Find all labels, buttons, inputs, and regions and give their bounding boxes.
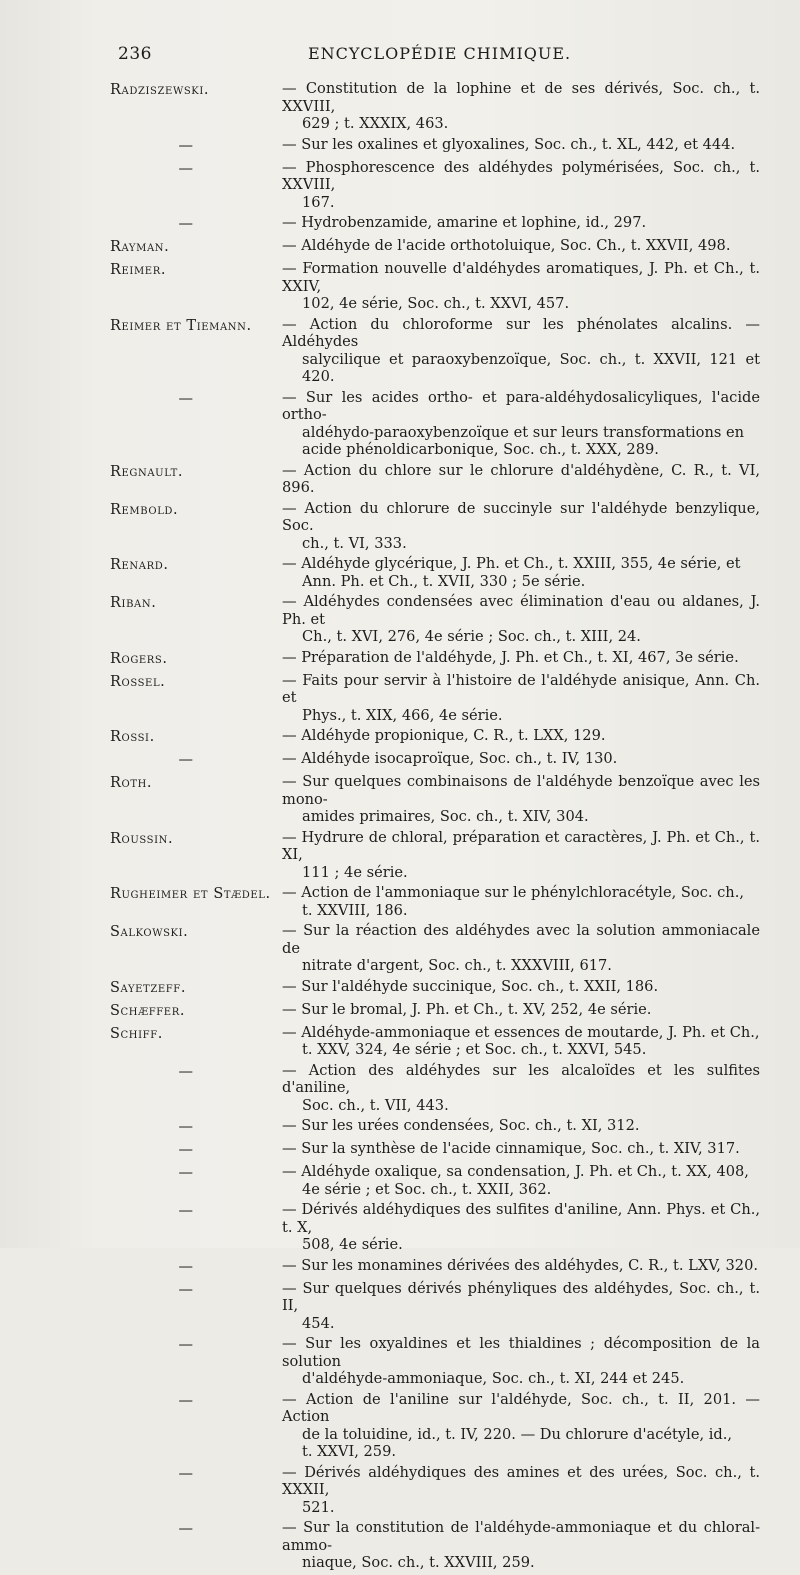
reference-line: — Sur quelques dérivés phényliques des aldéhydes, Soc. ch., t. II, (282, 1279, 760, 1314)
ditto-mark: — (178, 1203, 194, 1219)
bibliography-entry (110, 978, 760, 998)
reference-line: Phys., t. XIX, 466, 4e série. (302, 706, 503, 724)
reference-line: 629 ; t. XXXIX, 463. (302, 115, 449, 132)
reference-line: ch., t. VI, 333. (302, 534, 407, 552)
bibliography-entry (110, 316, 760, 386)
ditto-mark: — (178, 752, 194, 768)
bibliography-entry (110, 1335, 760, 1388)
bibliography-entry (110, 829, 760, 882)
bibliography-entry (110, 389, 760, 459)
bibliography-entry (110, 1391, 760, 1461)
reference-line: Ann. Ph. et Ch., t. XVII, 330 ; 5e série. (302, 572, 586, 590)
bibliography-entry (110, 649, 760, 669)
reference-line: t. XXVI, 259. (302, 1443, 396, 1460)
reference-text (282, 500, 760, 553)
ditto-mark: — (178, 160, 194, 177)
ditto-mark: — (178, 216, 194, 232)
author-name: Radziszewski. (110, 82, 210, 98)
reference-text (282, 159, 760, 212)
bibliography-entry (110, 462, 760, 497)
ditto-mark: — (178, 1465, 194, 1482)
reference-text (282, 750, 760, 768)
reference-line: — Sur la synthèse de l'acide cinnamique, Soc. ch., t. XIV, 317. (282, 1140, 740, 1157)
reference-text (282, 1257, 760, 1275)
reference-text (282, 136, 760, 154)
bibliography-entry (110, 672, 760, 725)
author-name: Rossel. (110, 673, 166, 690)
reference-line: niaque, Soc. ch., t. XXVIII, 259. (302, 1554, 535, 1571)
reference-line: — Constitution de la lophine et de ses dérivés, Soc. ch., t. XXVIII, (282, 80, 760, 115)
bibliography-entry (110, 773, 760, 826)
reference-line: — Sur les oxyaldines et les thialdines ; décomposition de la solution (282, 1335, 760, 1370)
ditto-mark: — (178, 1521, 194, 1537)
bibliography-entry (110, 750, 760, 770)
reference-text (282, 1335, 760, 1388)
reference-text (282, 672, 760, 725)
reference-line: — Sur les acides ortho- et para-aldéhydosalicyliques, l'acide ortho- (282, 388, 760, 423)
reference-line: 111 ; 4e série. (302, 863, 408, 881)
bibliography-entry (110, 237, 760, 257)
reference-text (282, 316, 760, 386)
reference-line: — Dérivés aldéhydiques des sulfites d'aniline, Ann. Phys. et Ch., t. X, (282, 1201, 760, 1236)
reference-line: — Faits pour servir à l'histoire de l'aldéhyde anisique, Ann. Ch. et (282, 671, 760, 706)
reference-text (282, 593, 760, 646)
reference-text (282, 462, 760, 497)
reference-line: — Dérivés aldéhydiques des amines et des urées, Soc. ch., t. XXXII, (282, 1463, 760, 1498)
reference-text (282, 922, 760, 975)
reference-text (282, 1464, 760, 1517)
reference-line: t. XXVIII, 186. (302, 901, 408, 919)
reference-line: salycilique et paraoxybenzoïque, Soc. ch., t. XXVII, 121 et 420. (302, 350, 760, 385)
reference-text (282, 649, 760, 667)
author-name: Sayetzeff. (110, 979, 187, 996)
ditto-mark: — (178, 1119, 194, 1135)
bibliography-entry (110, 159, 760, 212)
reference-text (282, 1163, 760, 1198)
bibliography-list (110, 80, 760, 1575)
bibliography-entry (110, 1257, 760, 1277)
reference-line: — Sur l'aldéhyde succinique, Soc. ch., t. XXII, 186. (282, 977, 659, 995)
reference-line: — Aldéhyde de l'acide orthotoluique, Soc. Ch., t. XXVII, 498. (282, 237, 731, 254)
reference-text (282, 1140, 760, 1158)
ditto-mark: — (178, 1063, 194, 1080)
reference-line: t. XXV, 324, 4e série ; et Soc. ch., t. XXVI, 545. (302, 1041, 647, 1058)
author-name: Reimer. (110, 262, 167, 278)
reference-line: — Hydrobenzamide, amarine et lophine, id., 297. (282, 214, 647, 231)
ditto-mark: — (178, 1165, 194, 1181)
reference-text (282, 978, 760, 996)
author-name: Roussin. (110, 830, 174, 847)
reference-line: Soc. ch., t. VII, 443. (302, 1096, 449, 1114)
reference-line: 508, 4e série. (302, 1236, 403, 1253)
reference-text (282, 237, 760, 255)
reference-text (282, 727, 760, 745)
reference-text (282, 1001, 760, 1019)
bibliography-entry (110, 260, 760, 313)
reference-line: 167. (302, 193, 335, 211)
reference-line: amides primaires, Soc. ch., t. XIV, 304. (302, 808, 589, 825)
reference-line: nitrate d'argent, Soc. ch., t. XXXVIII, 617. (302, 957, 612, 974)
reference-line: — Sur les urées condensées, Soc. ch., t. XI, 312. (282, 1117, 640, 1134)
reference-line: 521. (302, 1498, 335, 1516)
reference-text (282, 389, 760, 459)
reference-text (282, 80, 760, 133)
reference-text (282, 884, 760, 919)
ditto-mark: — (178, 1281, 194, 1298)
reference-line: — Aldéhyde oxalique, sa condensation, J. Ph. et Ch., t. XX, 408, (282, 1163, 749, 1180)
reference-line: d'aldéhyde-ammoniaque, Soc. ch., t. XI, 244 et 245. (302, 1370, 685, 1387)
ditto-mark: — (178, 1258, 194, 1275)
bibliography-entry (110, 1117, 760, 1137)
author-name: Riban. (110, 595, 157, 611)
ditto-mark: — (178, 137, 194, 154)
reference-line: — Sur le bromal, J. Ph. et Ch., t. XV, 252, 4e série. (282, 1000, 652, 1018)
reference-line: 454. (302, 1314, 335, 1332)
reference-text (282, 555, 760, 590)
bibliography-entry (110, 1001, 760, 1021)
bibliography-entry (110, 1163, 760, 1198)
reference-line: — Aldéhyde-ammoniaque et essences de moutarde, J. Ph. et Ch., (282, 1023, 760, 1041)
author-name: Reimer et Tiemann. (110, 317, 252, 334)
reference-text (282, 260, 760, 313)
reference-text (282, 1391, 760, 1461)
page-header (118, 44, 758, 70)
reference-line: — Aldéhydes condensées avec élimination d'eau ou aldanes, J. Ph. et (282, 593, 760, 628)
author-name: Rossi. (110, 729, 155, 745)
reference-line: — Action des aldéhydes sur les alcaloïdes et les sulfites d'aniline, (282, 1061, 760, 1096)
author-name: Schiff. (110, 1025, 163, 1042)
bibliography-entry (110, 922, 760, 975)
reference-line: — Hydrure de chloral, préparation et caractères, J. Ph. et Ch., t. XI, (282, 828, 760, 863)
reference-line: aldéhydo-paraoxybenzoïque et sur leurs transformations en (302, 423, 745, 441)
reference-line: 102, 4e série, Soc. ch., t. XXVI, 457. (302, 295, 570, 312)
reference-line: — Sur la réaction des aldéhydes avec la solution ammoniacale de (282, 922, 760, 957)
reference-text (282, 829, 760, 882)
reference-line: — Aldéhyde isocaproïque, Soc. ch., t. IV, 130. (282, 750, 618, 767)
reference-line: — Action du chloroforme sur les phénolates alcalins. — Aldéhydes (282, 315, 760, 350)
bibliography-entry (110, 593, 760, 646)
reference-text (282, 1062, 760, 1115)
bibliography-entry (110, 1280, 760, 1333)
author-name: Rembold. (110, 501, 179, 518)
reference-text (282, 214, 760, 232)
author-name: Rugheimer et Stædel. (110, 886, 271, 902)
bibliography-entry (110, 1519, 760, 1572)
bibliography-entry (110, 1140, 760, 1160)
reference-text (282, 1280, 760, 1333)
ditto-mark: — (178, 1337, 194, 1353)
author-name: Schæffer. (110, 1002, 186, 1019)
author-name: Rayman. (110, 239, 170, 255)
reference-line: — Formation nouvelle d'aldéhydes aromatiques, J. Ph. et Ch., t. XXIV, (282, 260, 760, 295)
reference-line: Ch., t. XVI, 276, 4e série ; Soc. ch., t. XIII, 24. (302, 628, 641, 645)
reference-line: — Sur les monamines dérivées des aldéhydes, C. R., t. LXV, 320. (282, 1256, 758, 1274)
reference-line: — Action du chlorure de succinyle sur l'aldéhyde benzylique, Soc. (282, 499, 760, 534)
reference-line: 4e série ; et Soc. ch., t. XXII, 362. (302, 1180, 552, 1198)
bibliography-entry (110, 555, 760, 590)
author-name: Salkowski. (110, 924, 189, 940)
reference-line: — Sur les oxalines et glyoxalines, Soc. ch., t. XL, 442, et 444. (282, 135, 736, 153)
bibliography-entry (110, 727, 760, 747)
reference-text (282, 1117, 760, 1135)
bibliography-entry (110, 80, 760, 133)
author-name: Rogers. (110, 650, 168, 667)
reference-text (282, 1201, 760, 1254)
bibliography-entry (110, 214, 760, 234)
reference-line: — Action du chlore sur le chlorure d'aldéhydène, C. R., t. VI, 896. (282, 461, 760, 496)
bibliography-entry (110, 1464, 760, 1517)
reference-line: — Préparation de l'aldéhyde, J. Ph. et Ch., t. XI, 467, 3e série. (282, 648, 739, 666)
reference-text (282, 1519, 760, 1572)
bibliography-entry (110, 1201, 760, 1254)
bibliography-entry (110, 1024, 760, 1059)
reference-line: — Sur la constitution de l'aldéhyde-ammoniaque et du chloral-ammo- (282, 1519, 760, 1554)
ditto-mark: — (178, 390, 194, 407)
bibliography-entry (110, 884, 760, 919)
bibliography-entry (110, 500, 760, 553)
page-number: 236 (118, 44, 152, 64)
reference-text (282, 1024, 760, 1059)
reference-line: acide phénoldicarbonique, Soc. ch., t. XXX, 289. (302, 441, 659, 458)
author-name: Roth. (110, 775, 153, 791)
bibliography-entry (110, 1062, 760, 1115)
running-title: ENCYCLOPÉDIE CHIMIQUE. (308, 44, 572, 63)
author-name: Renard. (110, 557, 169, 573)
reference-text (282, 773, 760, 826)
bibliography-entry (110, 136, 760, 156)
ditto-mark: — (178, 1142, 194, 1158)
reference-line: — Phosphorescence des aldéhydes polymérisées, Soc. ch., t. XXVIII, (282, 158, 760, 193)
author-name: Regnault. (110, 463, 184, 480)
reference-line: — Aldéhyde glycérique, J. Ph. et Ch., t. XXIII, 355, 4e série, et (282, 555, 741, 572)
reference-line: — Aldéhyde propionique, C. R., t. LXX, 129. (282, 727, 606, 744)
reference-line: — Sur quelques combinaisons de l'aldéhyde benzoïque avec les mono- (282, 773, 760, 808)
reference-line: — Action de l'aniline sur l'aldéhyde, Soc. ch., t. II, 201. — Action (282, 1390, 760, 1425)
reference-line: de la toluidine, id., t. IV, 220. — Du chlorure d'acétyle, id., (302, 1425, 733, 1443)
ditto-mark: — (178, 1392, 194, 1409)
reference-line: — Action de l'ammoniaque sur le phénylchloracétyle, Soc. ch., (282, 884, 744, 901)
